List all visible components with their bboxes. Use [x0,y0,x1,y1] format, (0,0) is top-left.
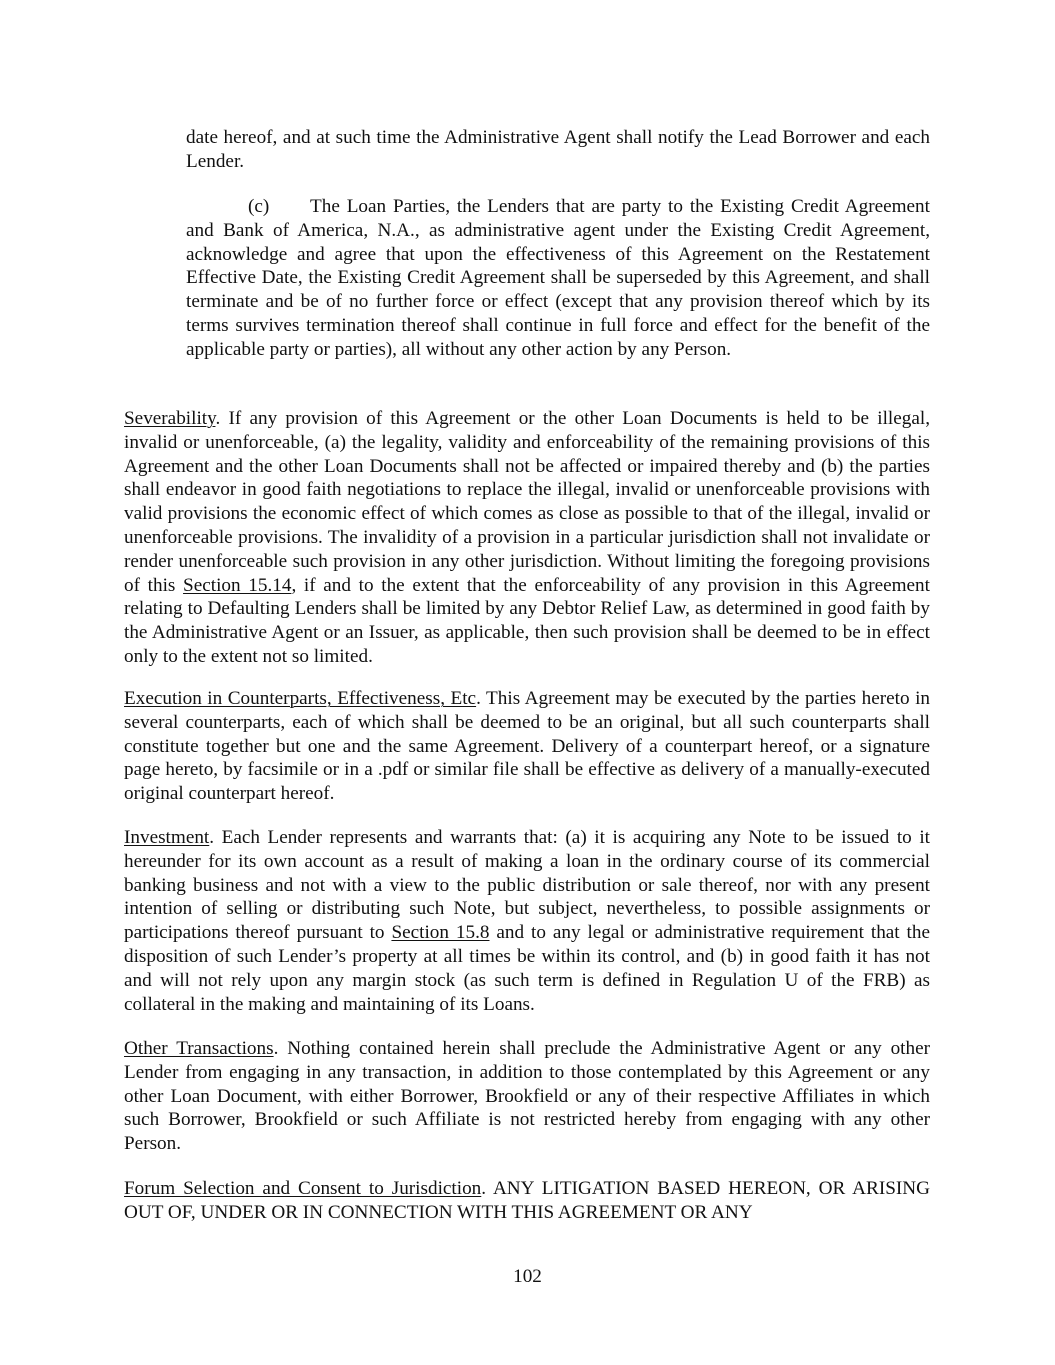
investment-heading: Investment [124,827,210,848]
subsection-c-paragraph [186,195,930,362]
forum-selection-paragraph [124,1177,930,1225]
other-transactions-text: . Nothing contained herein shall preclude the Administrative Agent or any other Lender from engaging in any transaction, in addition to those contemplated by this Agreement or any other Loan Document, with either Borrower, Brookfield or any of their respective Affiliates in which such Borrower, Brookfield or such Affiliate is not restricted hereby from engaging with any other Person. [124,1038,930,1155]
execution-text: . This Agreement may be executed by the parties hereto in several counterparts, each of which shall be deemed to be an original, but all such counterparts shall constitute together but one and the same Agreement. Delivery of a counterpart hereof, or a signature page hereto, by facsimile or in a .pdf or similar file shall be effective as delivery of a manually-executed original counterpart hereof. [124,688,930,805]
subsection-c-label: (c) [248,196,270,217]
execution-heading: Execution in Counterparts, Effectiveness, Etc [124,688,477,709]
investment-paragraph [124,826,930,1016]
investment-section-ref: Section 15.8 [391,922,490,944]
severability-paragraph [124,407,930,669]
severability-heading: Severability [124,408,216,429]
page-number: 102 [513,1266,542,1287]
investment-text-2: and to any legal or administrative requirement that the disposition of such Lender’s property at all times be within its control, and (b) in good faith it has not and will not rely upon any margin stock (as such term is defined in Regulation U of the FRB) as collateral in the making and maintaining of its Loans. [124,922,930,1015]
other-transactions-heading: Other Transactions [124,1038,274,1059]
severability-text-2: , if and to the extent that the enforceability of any provision in this Agreement relating to Defaulting Lenders shall be limited by any Debtor Relief Law, as determined in good faith by the Administrative Agent or an Issuer, as applicable, then such provision shall be deemed to be in effect only to the extent not so limited. [124,574,930,667]
forum-selection-text: . ANY LITIGATION BASED HEREON, OR ARISING OUT OF, UNDER OR IN CONNECTION WITH THIS AGREEMENT OR ANY [124,1178,930,1223]
severability-text-1: . If any provision of this Agreement or the other Loan Documents is held to be illegal, invalid or unenforceable, (a) the legality, validity and enforceability of the remaining provisions of this Agreement and the other Loan Documents shall not be affected or impaired thereby and (b) the parties shall endeavor in good faith negotiations to replace the illegal, invalid or unenforceable provisions with valid provisions the economic effect of which comes as close as possible to that of the illegal, invalid or unenforceable provisions. The invalidity of a provision in a particular jurisdiction shall not invalidate or render unenforceable such provision in any other jurisdiction. Without limiting the foregoing provisions of this [124,408,930,596]
continuation-paragraph: date hereof, and at such time the Administrative Agent shall notify the Lead Borrower and each Lender. [186,127,930,172]
forum-selection-heading: Forum Selection and Consent to Jurisdiction [124,1178,482,1199]
execution-paragraph [124,687,930,806]
subsection-c-text: The Loan Parties, the Lenders that are party to the Existing Credit Agreement and Bank of America, N.A., as administrative agent under the Existing Credit Agreement, acknowledge and agree that upon the effectiveness of this Agreement on the Restatement Effective Date, the Existing Credit Agreement shall be superseded by this Agreement, and shall terminate and be of no further force or effect (except that any provision thereof which by its terms survives termination thereof shall continue in full force and effect for the benefit of the applicable party or parties), all without any other action by any Person. [186,196,930,360]
investment-text-1: . Each Lender represents and warrants that: (a) it is acquiring any Note to be issued to it hereunder for its own account as a result of making a loan in the ordinary course of its commercial banking business and not with a view to the public distribution or sale thereof, nor with any present intention of selling or distributing such Note, but subject, nevertheless, to possible assignments or participations thereof pursuant to [124,827,930,944]
severability-section-ref: Section 15.14 [183,574,292,596]
other-transactions-paragraph [124,1037,930,1156]
